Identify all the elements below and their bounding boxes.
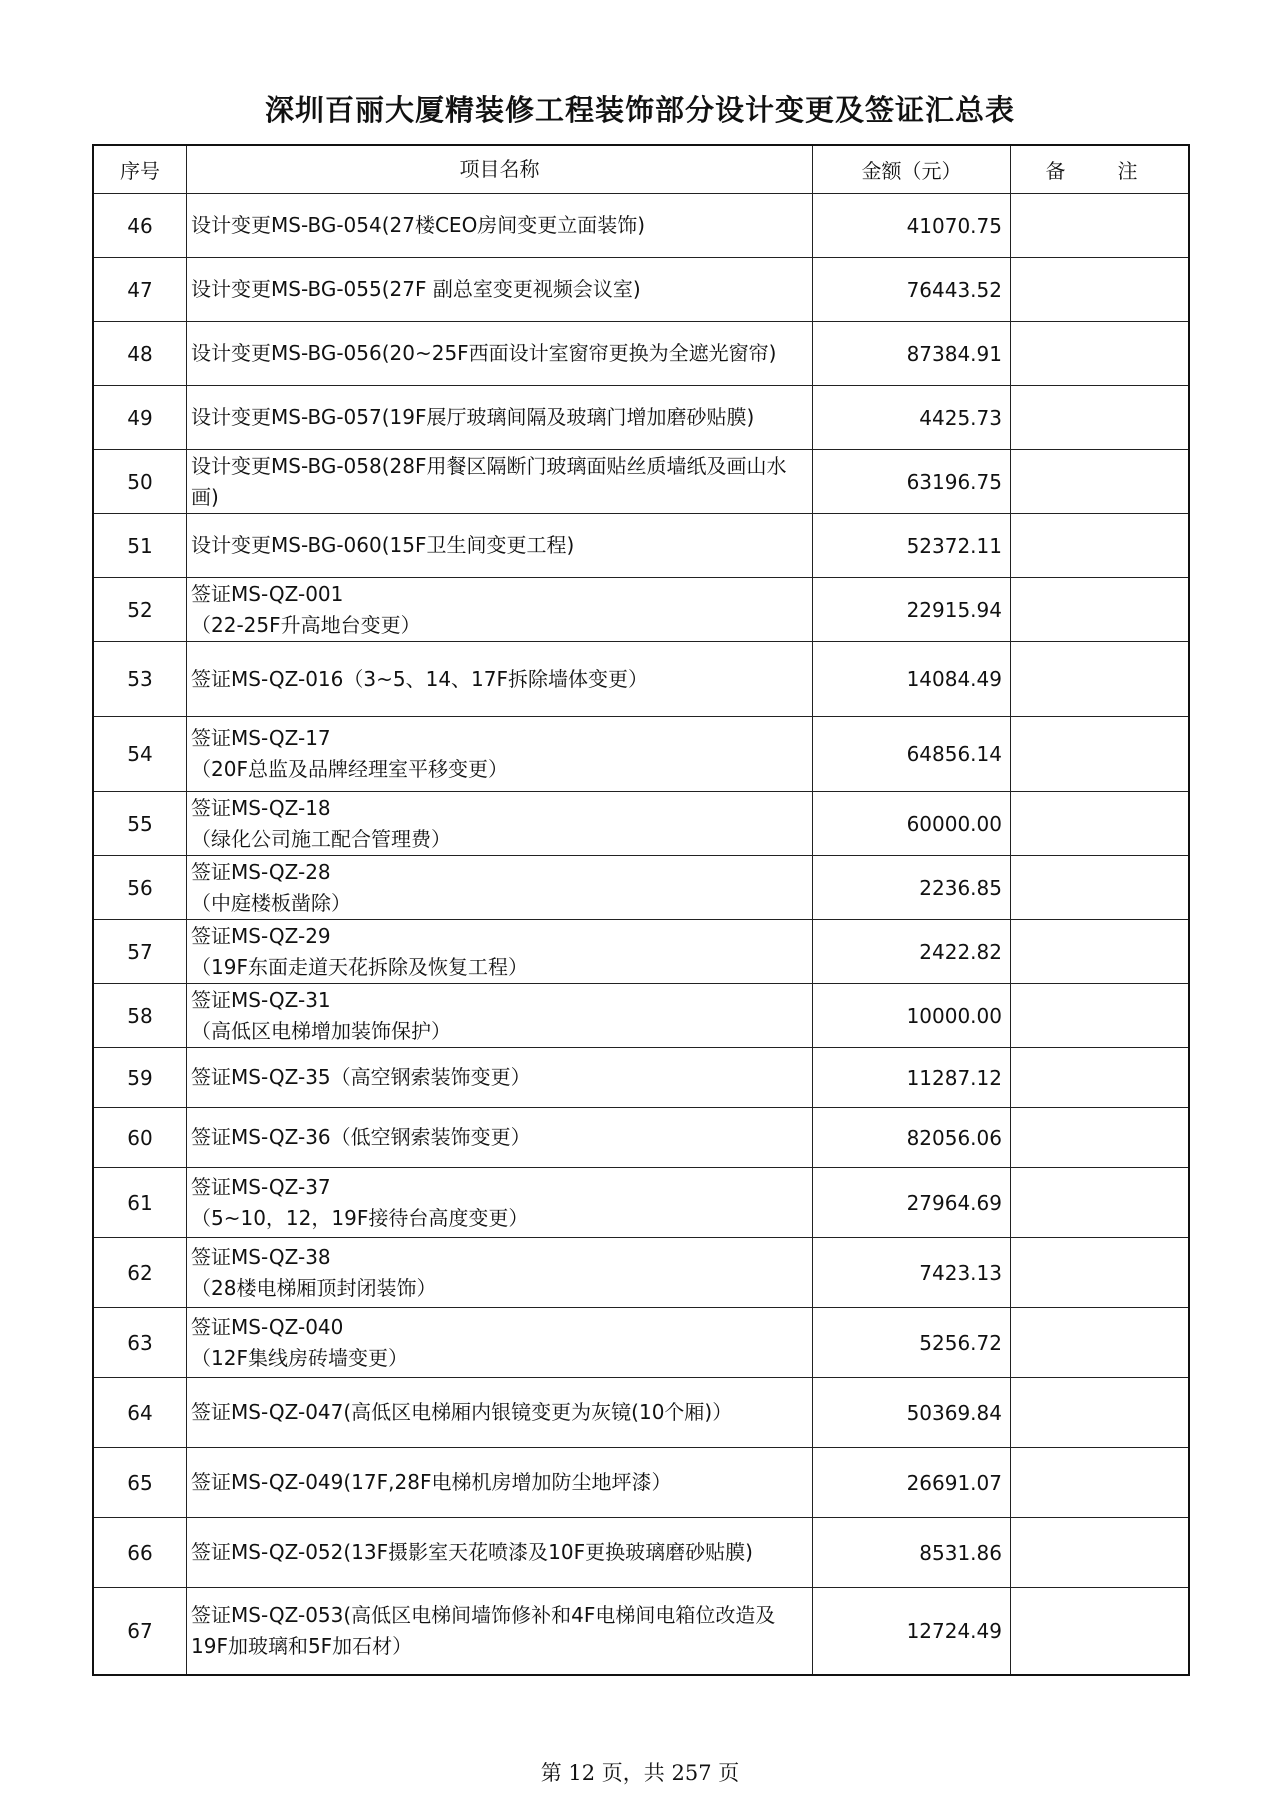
table-row	[93, 322, 1189, 386]
header-amount: 金额（元）	[813, 145, 1011, 194]
table-row	[93, 1108, 1189, 1168]
row-name-line: 签证MS-QZ-18	[191, 795, 331, 820]
row-name	[187, 578, 813, 642]
row-no: 55	[93, 792, 187, 856]
table-row	[93, 792, 1189, 856]
row-amount: 2236.85	[813, 856, 1011, 920]
row-name-line: 签证MS-QZ-29	[191, 923, 331, 948]
row-amount: 5256.72	[813, 1308, 1011, 1378]
row-remark	[1011, 1588, 1190, 1675]
table-row	[93, 1308, 1189, 1378]
row-name	[187, 1308, 813, 1378]
row-amount: 26691.07	[813, 1448, 1011, 1518]
row-name	[187, 1378, 813, 1448]
table-row	[93, 1378, 1189, 1448]
row-name	[187, 1168, 813, 1238]
row-no: 50	[93, 450, 187, 514]
row-remark	[1011, 792, 1190, 856]
header-remark: 备 注	[1011, 145, 1190, 194]
row-amount: 76443.52	[813, 258, 1011, 322]
row-no: 49	[93, 386, 187, 450]
table-row	[93, 1168, 1189, 1238]
row-amount: 41070.75	[813, 194, 1011, 258]
summary-table	[92, 144, 1190, 1676]
page-footer: 第 12 页，共 257 页	[540, 1761, 740, 1785]
row-no: 58	[93, 984, 187, 1048]
row-amount: 7423.13	[813, 1238, 1011, 1308]
table-row	[93, 1238, 1189, 1308]
row-name	[187, 1448, 813, 1518]
table-row	[93, 642, 1189, 717]
row-name-line: 签证MS-QZ-31	[191, 987, 331, 1012]
row-no: 66	[93, 1518, 187, 1588]
row-name-line: 签证MS-QZ-053(高低区电梯间墙饰修补和4F电梯间电箱位改造及19F加玻璃和5F加石材）	[191, 1602, 776, 1658]
row-amount: 12724.49	[813, 1588, 1011, 1675]
header-name: 项目名称	[187, 145, 813, 194]
row-name-subline: （22-25F升高地台变更）	[191, 612, 421, 637]
row-amount: 60000.00	[813, 792, 1011, 856]
row-remark	[1011, 1518, 1190, 1588]
row-remark	[1011, 386, 1190, 450]
row-name-line: 签证MS-QZ-35（高空钢索装饰变更）	[191, 1065, 531, 1089]
row-no: 60	[93, 1108, 187, 1168]
row-no: 65	[93, 1448, 187, 1518]
row-no: 59	[93, 1048, 187, 1108]
row-name-line: 设计变更MS-BG-055(27F 副总室变更视频会议室)	[191, 277, 641, 301]
row-name-subline: （绿化公司施工配合管理费）	[191, 826, 451, 851]
row-name-line: 设计变更MS-BG-057(19F展厅玻璃间隔及玻璃门增加磨砂贴膜)	[191, 405, 755, 429]
row-name	[187, 514, 813, 578]
row-no: 48	[93, 322, 187, 386]
row-no: 62	[93, 1238, 187, 1308]
row-name	[187, 856, 813, 920]
header-no: 序号	[93, 145, 187, 194]
table-row	[93, 1048, 1189, 1108]
row-name	[187, 1588, 813, 1675]
table-header-row	[93, 145, 1189, 194]
row-amount: 64856.14	[813, 717, 1011, 792]
row-remark	[1011, 578, 1190, 642]
row-no: 54	[93, 717, 187, 792]
row-no: 46	[93, 194, 187, 258]
row-name-line: 签证MS-QZ-040	[191, 1314, 344, 1339]
row-name	[187, 1238, 813, 1308]
row-name-line: 签证MS-QZ-052(13F摄影室天花喷漆及10F更换玻璃磨砂贴膜)	[191, 1540, 753, 1564]
table-row	[93, 984, 1189, 1048]
row-name	[187, 1518, 813, 1588]
row-no: 67	[93, 1588, 187, 1675]
row-remark	[1011, 1448, 1190, 1518]
row-name-line: 设计变更MS-BG-060(15F卫生间变更工程)	[191, 533, 575, 557]
row-remark	[1011, 717, 1190, 792]
row-amount: 22915.94	[813, 578, 1011, 642]
row-name-line: 签证MS-QZ-36（低空钢索装饰变更）	[191, 1125, 531, 1149]
row-amount: 4425.73	[813, 386, 1011, 450]
row-remark	[1011, 450, 1190, 514]
row-name-line: 签证MS-QZ-38	[191, 1244, 331, 1269]
row-name-subline: （中庭楼板凿除）	[191, 890, 351, 915]
table-row	[93, 856, 1189, 920]
row-no: 53	[93, 642, 187, 717]
row-remark	[1011, 194, 1190, 258]
row-remark	[1011, 1308, 1190, 1378]
row-no: 52	[93, 578, 187, 642]
row-name	[187, 322, 813, 386]
row-name	[187, 450, 813, 514]
row-amount: 27964.69	[813, 1168, 1011, 1238]
row-amount: 82056.06	[813, 1108, 1011, 1168]
table-row	[93, 920, 1189, 984]
row-name	[187, 792, 813, 856]
table-row	[93, 386, 1189, 450]
row-remark	[1011, 1108, 1190, 1168]
table-row	[93, 194, 1189, 258]
row-remark	[1011, 258, 1190, 322]
row-no: 57	[93, 920, 187, 984]
row-remark	[1011, 920, 1190, 984]
row-amount: 63196.75	[813, 450, 1011, 514]
row-remark	[1011, 322, 1190, 386]
row-name	[187, 642, 813, 717]
row-no: 63	[93, 1308, 187, 1378]
row-name-line: 设计变更MS-BG-054(27楼CEO房间变更立面装饰)	[191, 213, 646, 237]
row-remark	[1011, 1378, 1190, 1448]
row-name-line: 签证MS-QZ-049(17F,28F电梯机房增加防尘地坪漆）	[191, 1470, 672, 1494]
row-amount: 50369.84	[813, 1378, 1011, 1448]
row-remark	[1011, 984, 1190, 1048]
row-name	[187, 984, 813, 1048]
row-name-line: 设计变更MS-BG-056(20~25F西面设计室窗帘更换为全遮光窗帘)	[191, 341, 777, 365]
row-name	[187, 717, 813, 792]
row-remark	[1011, 1048, 1190, 1108]
row-no: 47	[93, 258, 187, 322]
row-remark	[1011, 1238, 1190, 1308]
row-name	[187, 1108, 813, 1168]
table-row	[93, 514, 1189, 578]
row-name	[187, 920, 813, 984]
row-name-line: 签证MS-QZ-047(高低区电梯厢内银镜变更为灰镜(10个厢)）	[191, 1400, 733, 1424]
row-name-subline: （20F总监及品牌经理室平移变更）	[191, 757, 508, 781]
row-name-subline: （5~10，12，19F接待台高度变更）	[191, 1205, 529, 1230]
table-row	[93, 1588, 1189, 1675]
row-no: 64	[93, 1378, 187, 1448]
row-amount: 87384.91	[813, 322, 1011, 386]
row-name-line: 签证MS-QZ-016（3~5、14、17F拆除墙体变更）	[191, 666, 648, 691]
table-row	[93, 578, 1189, 642]
row-remark	[1011, 856, 1190, 920]
row-remark	[1011, 1168, 1190, 1238]
table-row	[93, 1518, 1189, 1588]
table-row	[93, 717, 1189, 792]
row-name	[187, 1048, 813, 1108]
row-amount: 10000.00	[813, 984, 1011, 1048]
row-name	[187, 194, 813, 258]
row-name-subline: （12F集线房砖墙变更）	[191, 1345, 408, 1370]
row-no: 51	[93, 514, 187, 578]
row-name-line: 设计变更MS-BG-058(28F用餐区隔断门玻璃面贴丝质墙纸及画山水画)	[191, 453, 787, 509]
row-remark	[1011, 514, 1190, 578]
row-name-line: 签证MS-QZ-37	[191, 1174, 331, 1199]
table-row	[93, 258, 1189, 322]
row-name-subline: （高低区电梯增加装饰保护）	[191, 1018, 451, 1043]
row-amount: 14084.49	[813, 642, 1011, 717]
page-title: 深圳百丽大厦精装修工程装饰部分设计变更及签证汇总表	[264, 93, 1015, 127]
row-name-subline: （19F东面走道天花拆除及恢复工程）	[191, 954, 528, 979]
row-amount: 11287.12	[813, 1048, 1011, 1108]
row-remark	[1011, 642, 1190, 717]
row-name-line: 签证MS-QZ-17	[191, 726, 331, 750]
row-name	[187, 386, 813, 450]
row-amount: 8531.86	[813, 1518, 1011, 1588]
row-name	[187, 258, 813, 322]
row-no: 61	[93, 1168, 187, 1238]
table-row	[93, 450, 1189, 514]
row-amount: 52372.11	[813, 514, 1011, 578]
row-name-line: 签证MS-QZ-001	[191, 581, 344, 606]
table-row	[93, 1448, 1189, 1518]
row-amount: 2422.82	[813, 920, 1011, 984]
row-name-line: 签证MS-QZ-28	[191, 859, 331, 884]
row-no: 56	[93, 856, 187, 920]
row-name-subline: （28楼电梯厢顶封闭装饰）	[191, 1275, 437, 1300]
